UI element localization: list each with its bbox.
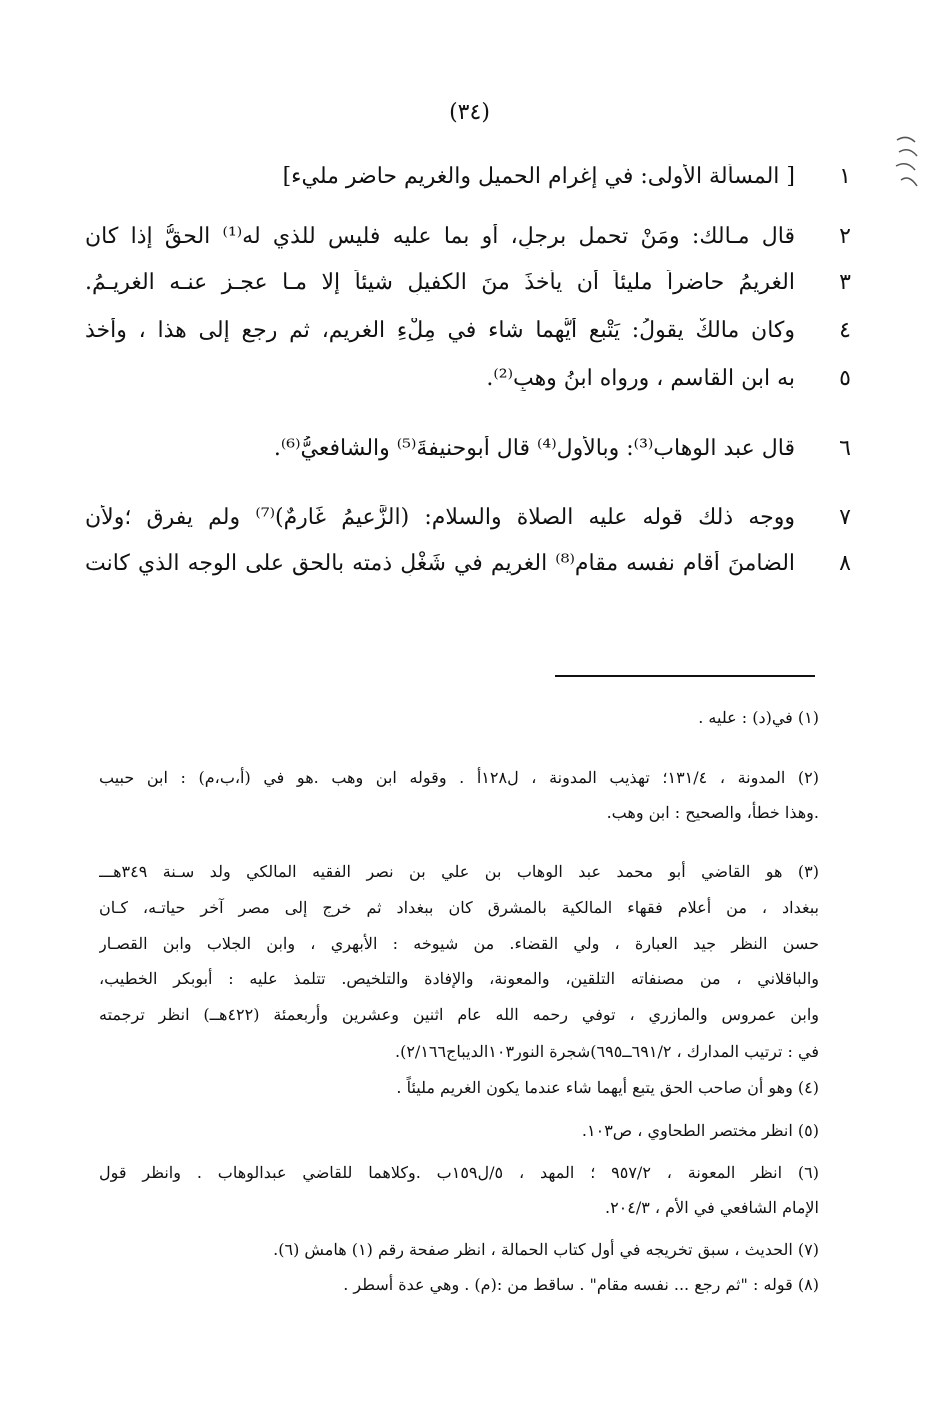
main-line-4	[85, 318, 865, 358]
line-text: وكان مالكٌ يقولُ: يَتْبع أَيُّهما شاء في مِلْءِ الغريم، ثم رجع إلى هذا ، وأخذ	[85, 318, 795, 343]
footnote-6-cont: الإمام الشافعي في الأم ، ٢٠٤/٣.	[604, 1198, 819, 1217]
line-text: ووجه ذلك قوله عليه الصلاة والسلام: (الزَّعيمُ غَارِمٌ)⁽⁷⁾ ولم يفرق ؛ولأن	[85, 505, 795, 530]
line-number: ٥	[839, 366, 851, 391]
line-number: ٧	[839, 505, 851, 530]
line-number: ١	[839, 164, 851, 189]
footnote-3-cont: والباقلاني ، من مصنفاته التلقين، والمعونة، والإفادة والتلخيص. تتلمذ عليه : أبوبكر الخطيب،	[99, 969, 819, 988]
main-line-8	[85, 551, 865, 591]
footnote-3-cont: في : ترتيب المدارك ، ٦٩١/٢ــ٦٩٥)شجرة النور١٠٣الديباج٢/١٦٦).	[395, 1042, 819, 1061]
footnote-1: (١) في(د) : عليه .	[698, 708, 819, 727]
footnote-3-cont: حسن النظر جيد العبارة ، ولي القضاء. من شيوخه : الأبهري ، وابن الجلاب وابن القصـار	[99, 934, 819, 953]
footnote-3-cont: وابن عمروس والمازري ، توفي رحمه الله عام اثنين وعشرين وأربعمئة (٤٢٢هــ) انظر ترجمته	[99, 1005, 819, 1024]
page-number: (٣٤)	[449, 100, 490, 125]
main-line-7	[85, 505, 865, 545]
line-number: ٨	[839, 551, 851, 576]
footnote-3: (٣) هو القاضي أبو محمد عبد الوهاب بن علي بن نصر الفقيه المالكي ولد سـنة ٣٤٩هـــ	[99, 862, 819, 881]
line-text: قال عبد الوهاب⁽³⁾: وبالأول⁽⁴⁾ قال أبوحنيفةَ⁽⁵⁾ والشافعيُّ⁽⁶⁾.	[273, 436, 795, 461]
main-line-5	[85, 366, 865, 406]
section-heading: [ المسألة الأولى: في إغرام الحميل والغريم حاضر مليء]	[282, 164, 795, 189]
line-number: ٢	[839, 224, 851, 249]
margin-annotation-icon	[893, 130, 921, 200]
line-text: قال مـالك: ومَنْ تحمل برجلٍ، أو بما عليه فليس للذي له⁽¹⁾ الحقُّ إذا كان	[85, 224, 795, 249]
line-text: الضامنَ أقام نفسه مقام⁽⁸⁾ الغريمِ في شَغْلِ ذمته بالحق على الوجه الذي كانت	[85, 551, 795, 576]
footnote-divider	[555, 675, 815, 677]
main-line-3	[85, 270, 865, 310]
main-line-1	[85, 164, 865, 204]
footnote-3-cont: ببغداد ، من أعلام فقهاء المالكية بالمشرق كان ببغداد ثم خرج إلى مصر آخر حياتـه، كـان	[99, 898, 819, 917]
footnote-6: (٦) انظر المعونة ، ٩٥٧/٢ ؛ المهد ، ٥/ل١٥٩ب .وكلاهما للقاضي عبدالوهاب . وانظر قول	[99, 1163, 819, 1182]
line-number: ٤	[839, 318, 851, 343]
line-text: الغريمُ حاضراً مليئاً أن يأخذَ منَ الكفيلِ شيئاً إلا مـا عجـز عنـه الغريـمُ.	[85, 270, 795, 295]
footnote-7: (٧) الحديث ، سبق تخريجه في أول كتاب الحمالة ، انظر صفحة رقم (١) هامش (٦).	[273, 1240, 819, 1259]
footnote-8: (٨) قوله : "ثم رجع ... نفسه مقام" . ساقط من :(م) . وهي عدة أسطر .	[343, 1275, 819, 1294]
line-number: ٦	[839, 436, 851, 461]
footnote-2: (٢) المدونة ، ١٣١/٤؛ تهذيب المدونة ، ل١٢٨أ . وقوله ابن وهب .هو في (أ،ب،م) : ابن حبيب	[99, 768, 819, 787]
footnote-4: (٤) وهو أن صاحب الحق يتبع أيهما شاء عندما يكون الغريم مليئاً .	[396, 1078, 819, 1097]
footnote-5: (٥) انظر مختصر الطحاوي ، ص١٠٣.	[581, 1121, 819, 1140]
line-text: به ابن القاسم ، ورواه ابنُ وهبٍ⁽²⁾.	[486, 366, 795, 391]
line-number: ٣	[839, 270, 851, 295]
main-line-2	[85, 224, 865, 264]
main-line-6	[85, 436, 865, 476]
footnote-2-cont: .وهذا خطأ، والصحيح : ابن وهب.	[606, 803, 819, 822]
